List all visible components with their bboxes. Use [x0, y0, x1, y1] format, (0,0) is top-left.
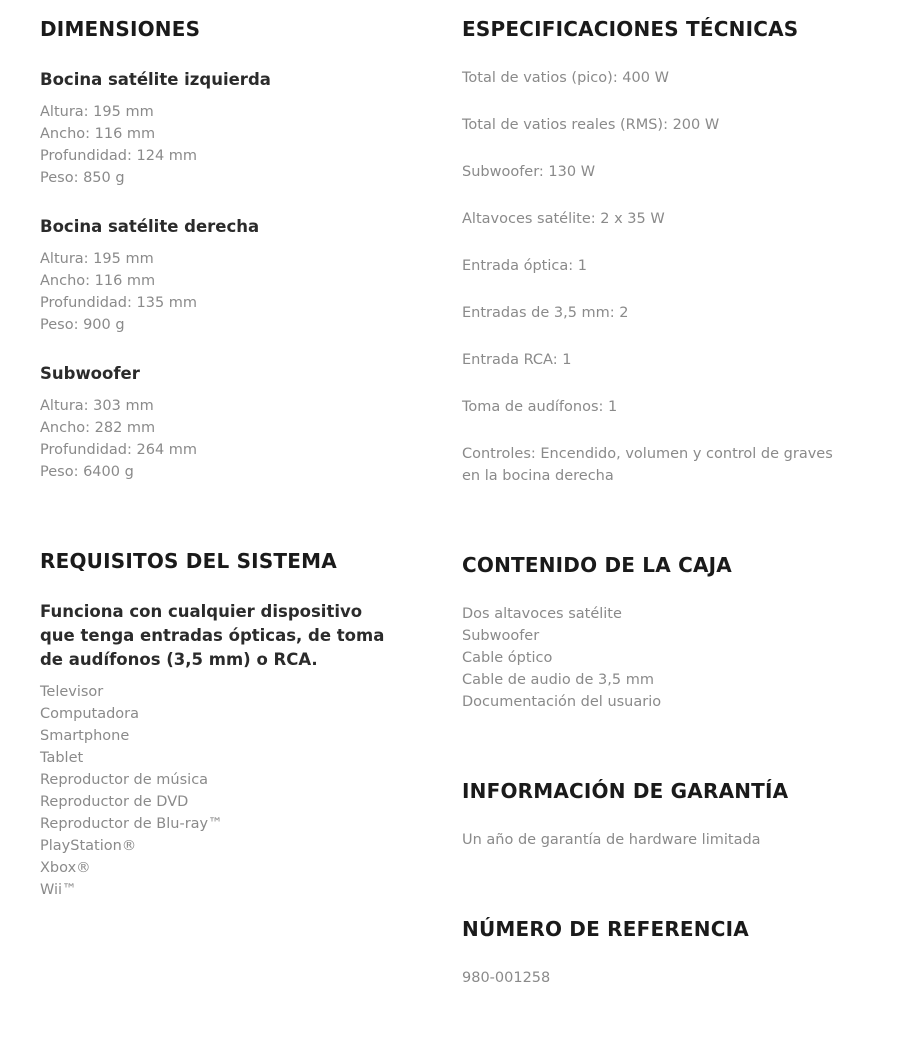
left-satellite-dimensions — [40, 101, 197, 189]
tech-specs-list — [462, 67, 842, 512]
box-contents-list — [462, 603, 661, 713]
requirement-item: Computadora — [40, 706, 140, 722]
part-number-title: NÚMERO DE REFERENCIA — [462, 917, 749, 941]
requirements-intro: Funciona con cualquier dispositivo que tenga entradas ópticas, de toma de audífonos (3,5 mm) o RCA. — [40, 602, 385, 669]
spec-item: Entradas de 3,5 mm: 2 — [462, 305, 629, 321]
dimensions-title: DIMENSIONES — [40, 17, 201, 41]
box-item: Cable de audio de 3,5 mm — [462, 672, 654, 688]
requirement-item: Tablet — [40, 750, 84, 766]
dimension-line: Peso: 850 g — [40, 170, 125, 186]
spec-item: Total de vatios (pico): 400 W — [462, 70, 669, 86]
right-satellite-title: Bocina satélite derecha — [40, 217, 260, 236]
dimension-line: Altura: 195 mm — [40, 251, 154, 267]
warranty-text: Un año de garantía de hardware limitada — [462, 832, 761, 848]
subwoofer-dimensions — [40, 395, 197, 483]
spec-item: Subwoofer: 130 W — [462, 164, 596, 180]
left-satellite-title: Bocina satélite izquierda — [40, 70, 271, 89]
box-item: Documentación del usuario — [462, 694, 662, 710]
dimension-line: Ancho: 282 mm — [40, 420, 156, 436]
spec-item: Entrada RCA: 1 — [462, 352, 572, 368]
requirement-item: Smartphone — [40, 728, 130, 744]
dimension-line: Ancho: 116 mm — [40, 273, 156, 289]
requirements-title: REQUISITOS DEL SISTEMA — [40, 549, 337, 573]
spec-item: Total de vatios reales (RMS): 200 W — [462, 117, 720, 133]
dimension-line: Profundidad: 135 mm — [40, 295, 198, 311]
dimension-line: Altura: 303 mm — [40, 398, 154, 414]
right-satellite-dimensions — [40, 248, 197, 336]
requirement-item: Xbox® — [40, 860, 91, 876]
spec-item: Entrada óptica: 1 — [462, 258, 587, 274]
dimension-line: Profundidad: 124 mm — [40, 148, 198, 164]
requirement-item: PlayStation® — [40, 838, 137, 854]
requirement-item: Reproductor de Blu-ray™ — [40, 816, 223, 832]
warranty-title: INFORMACIÓN DE GARANTÍA — [462, 779, 789, 803]
dimension-line: Peso: 900 g — [40, 317, 125, 333]
requirement-item: Wii™ — [40, 882, 77, 898]
dimension-line: Altura: 195 mm — [40, 104, 154, 120]
requirement-item: Reproductor de música — [40, 772, 209, 788]
dimension-line: Peso: 6400 g — [40, 464, 134, 480]
tech-specs-title: ESPECIFICACIONES TÉCNICAS — [462, 17, 799, 41]
dimension-line: Ancho: 116 mm — [40, 126, 156, 142]
dimension-line: Profundidad: 264 mm — [40, 442, 198, 458]
spec-item: Toma de audífonos: 1 — [462, 399, 618, 415]
box-item: Cable óptico — [462, 650, 553, 666]
box-item: Dos altavoces satélite — [462, 606, 622, 622]
spec-item: Controles: Encendido, volumen y control de graves en la bocina derecha — [462, 446, 833, 484]
spec-item: Altavoces satélite: 2 x 35 W — [462, 211, 665, 227]
subwoofer-title: Subwoofer — [40, 364, 140, 383]
box-contents-title: CONTENIDO DE LA CAJA — [462, 553, 732, 577]
box-item: Subwoofer — [462, 628, 540, 644]
part-number-value: 980-001258 — [462, 970, 551, 986]
requirement-item: Televisor — [40, 684, 104, 700]
requirements-list — [40, 681, 223, 901]
requirement-item: Reproductor de DVD — [40, 794, 189, 810]
